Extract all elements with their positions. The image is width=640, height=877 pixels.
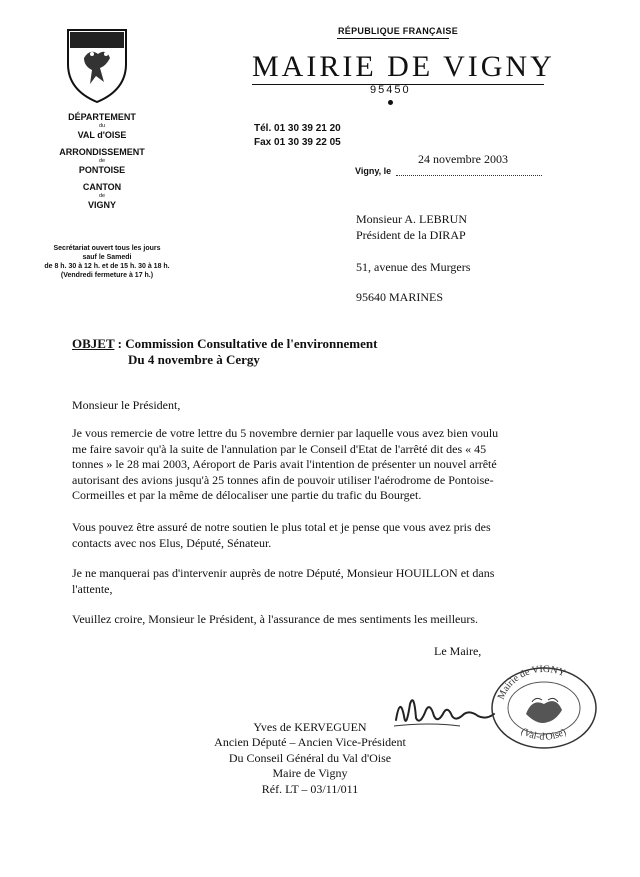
republique-francaise: RÉPUBLIQUE FRANÇAISE — [338, 26, 459, 36]
du-label: du — [98, 123, 106, 129]
text-line: Cormeilles et par la même de délocaliser une partie du trafic du Bourget. — [72, 488, 422, 502]
reference: Réf. LT – 03/11/011 — [261, 781, 359, 796]
text-line: tonnes » le 28 mai 2003, Aéroport de Paris avait l'intention de présenter un nouvel arrêté — [72, 457, 497, 471]
stamp-top-text: Mairie de VIGNY — [495, 663, 567, 702]
text-line: me faire savoir qu'à la suite de l'annulation par le Conseil d'Etat de l'arrêté dit des « 45 — [72, 441, 487, 456]
subject-text: Commission Consultative de l'environnement — [125, 336, 378, 351]
signatory-title: Ancien Député – Ancien Vice-Président — [214, 735, 406, 750]
recipient-street: 51, avenue des Murgers — [356, 260, 471, 274]
signatory-name: Yves de KERVEGUEN — [253, 720, 367, 734]
administrative-info — [22, 112, 182, 211]
de-label-2: de — [98, 193, 106, 199]
letter-date: 24 novembre 2003 — [418, 152, 508, 166]
departement-label: DÉPARTEMENT — [68, 112, 136, 122]
paragraph-2 — [72, 520, 542, 551]
paragraph-3 — [72, 566, 542, 597]
contact-numbers — [254, 122, 341, 150]
subject-separator: : — [114, 336, 126, 351]
pontoise-label: PONTOISE — [78, 165, 126, 175]
signatory-title: Maire de Vigny — [272, 766, 348, 781]
arrondissement-label: ARRONDISSEMENT — [59, 147, 145, 157]
hours-line: (Vendredi fermeture à 17 h.) — [60, 272, 154, 279]
phone-number: Tél. 01 30 39 21 20 — [254, 123, 341, 134]
subject-label: OBJET — [72, 336, 115, 351]
recipient-city: 95640 MARINES — [356, 290, 444, 304]
vigny-label: VIGNY — [87, 200, 116, 210]
coat-of-arms — [62, 24, 132, 104]
hours-line: Secrétariat ouvert tous les jours — [53, 245, 161, 252]
fax-number: Fax 01 30 39 22 05 — [254, 137, 341, 148]
postcode: 95450 — [370, 84, 411, 96]
divider — [337, 38, 449, 39]
signatory-title: Du Conseil Général du Val d'Oise — [228, 750, 392, 765]
canton-label: CANTON — [82, 182, 122, 192]
text-line: Je ne manquerai pas d'intervenir auprès de notre Député, Monsieur HOUILLON et dans — [72, 566, 495, 580]
text-line: Je vous remercie de votre lettre du 5 novembre dernier par laquelle vous avez bien voulu — [72, 426, 499, 440]
bullet-dot — [388, 100, 393, 105]
hours-line: de 8 h. 30 à 12 h. et de 15 h. 30 à 18 h. — [44, 263, 170, 270]
stamp-bottom-text: (Val-d'Oise) — [518, 726, 569, 743]
official-stamp — [488, 662, 600, 750]
office-hours — [22, 244, 192, 280]
recipient-role: Président de la DIRAP — [356, 228, 466, 242]
le-maire: Le Maire, — [434, 644, 482, 658]
de-label-1: de — [98, 158, 106, 164]
recipient-name: Monsieur A. LEBRUN — [356, 212, 467, 226]
text-line: l'attente, — [72, 581, 113, 596]
val-doise-label: VAL d'OISE — [77, 130, 127, 140]
text-line: Vous pouvez être assuré de notre soutien le plus total et je pense que vous avez pris des — [72, 520, 491, 534]
salutation: Monsieur le Président, — [72, 398, 181, 412]
date-dotted-line — [396, 175, 542, 176]
place-label: Vigny, le — [355, 166, 392, 176]
paragraph-1 — [72, 426, 542, 504]
text-line: autorisant des avions jusqu'à 25 tonnes afin de pouvoir utiliser l'aérodrome de Pontoise- — [72, 472, 494, 487]
page-title: MAIRIE DE VIGNY — [252, 50, 555, 83]
subject-line — [72, 336, 377, 352]
subject-text-line2: Du 4 novembre à Cergy — [128, 352, 260, 367]
hours-line: sauf le Samedi — [82, 254, 132, 261]
signature-block — [190, 720, 430, 797]
paragraph-4: Veuillez croire, Monsieur le Président, à l'assurance de mes sentiments les meilleurs. — [72, 612, 479, 626]
text-line: contacts avec nos Elus, Député, Sénateur. — [72, 535, 272, 550]
